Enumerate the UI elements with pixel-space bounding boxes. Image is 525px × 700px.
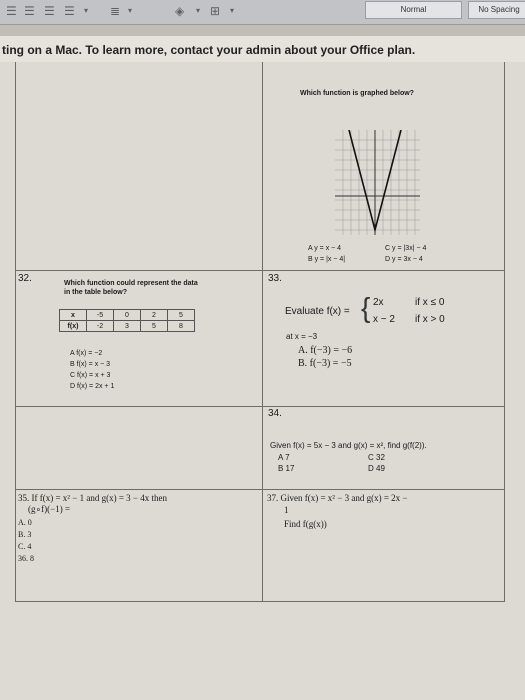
table-border (15, 489, 505, 490)
q31-choice-a[interactable]: A y = x − 4 (308, 245, 342, 252)
table-cell: 5 (168, 310, 195, 321)
q31-choice-c[interactable]: C y = |3x| − 4 (385, 245, 427, 252)
table-border (504, 62, 505, 602)
table-cell: 3 (114, 321, 141, 332)
q35-choice-a[interactable]: A. 0 (18, 518, 32, 527)
q33-evaluate-label: Evaluate f(x) = (285, 306, 350, 317)
table-cell: x (60, 310, 87, 321)
line-spacing-icon[interactable]: ≣ (110, 4, 121, 18)
table-border (15, 406, 505, 407)
q33-piece1-cond: if x ≤ 0 (415, 297, 445, 308)
chevron-down-icon[interactable]: ▾ (84, 6, 89, 15)
q31-choice-d[interactable]: D y = 3x − 4 (385, 256, 423, 263)
table-cell: f(x) (60, 321, 87, 332)
chevron-down-icon[interactable]: ▾ (196, 6, 201, 15)
table-border (15, 601, 505, 602)
style-no-spacing[interactable]: No Spacing (468, 1, 525, 19)
q37-find: Find f(g(x)) (284, 519, 327, 529)
outdent-icon[interactable]: ☰ (44, 4, 55, 18)
table-cell: 8 (168, 321, 195, 332)
q32-choice-b[interactable]: B f(x) = x − 3 (70, 361, 111, 368)
q33-choice-b[interactable]: B. f(−3) = −5 (298, 358, 352, 369)
banner-message: ting on a Mac. To learn more, contact your admin about your Office plan. (2, 43, 416, 57)
table-cell: 2 (141, 310, 168, 321)
bullet-list-icon[interactable]: ☰ (6, 4, 17, 18)
q32-choice-d[interactable]: D f(x) = 2x + 1 (70, 383, 115, 390)
q34-choice-d[interactable]: D 49 (368, 464, 385, 473)
q35-prompt: (g∘f)(−1) = (28, 504, 71, 514)
q31-choice-b[interactable]: B y = |x − 4| (308, 256, 346, 263)
numbered-list-icon[interactable]: ☰ (24, 4, 35, 18)
ribbon-toolbar (0, 0, 525, 25)
borders-icon[interactable]: ⊞ (210, 4, 221, 18)
shading-icon[interactable]: ◈ (175, 4, 185, 18)
q32-prompt: Which function could represent the data (64, 280, 198, 287)
q34-choice-c[interactable]: C 32 (368, 453, 385, 462)
q33-piece2-expr: x − 2 (373, 314, 395, 325)
q33-at-text: at x = −3 (286, 332, 318, 341)
q32-choice-c[interactable]: C f(x) = x + 3 (70, 372, 111, 379)
brace-icon: { (361, 292, 371, 323)
table-row (60, 321, 195, 332)
q35-choice-d[interactable]: 36. 8 (18, 554, 34, 563)
table-cell: 5 (141, 321, 168, 332)
style-normal[interactable]: Normal (365, 1, 462, 19)
q34-choice-a[interactable]: A 7 (278, 453, 290, 462)
info-banner (0, 36, 525, 62)
q33-piece1-expr: 2x (373, 297, 384, 308)
q33-choice-a[interactable]: A. f(−3) = −6 (298, 345, 353, 356)
q32-number: 32. (18, 273, 32, 284)
chevron-down-icon[interactable]: ▾ (230, 6, 235, 15)
table-cell: -2 (87, 321, 114, 332)
q31-graph (335, 130, 420, 235)
q34-choice-b[interactable]: B 17 (278, 464, 295, 473)
indent-icon[interactable]: ☰ (64, 4, 75, 18)
q34-number: 34. (268, 408, 282, 419)
table-border (15, 62, 16, 602)
q33-piece2-cond: if x > 0 (415, 314, 445, 325)
q35-choice-c[interactable]: C. 4 (18, 542, 32, 551)
worksheet-page (0, 62, 525, 700)
q35-prompt: 35. If f(x) = x² − 1 and g(x) = 3 − 4x then (18, 493, 167, 503)
q32-choice-a[interactable]: A f(x) = −2 (70, 350, 103, 357)
q37-prompt: 37. Given f(x) = x² − 3 and g(x) = 2x − (267, 493, 408, 503)
q32-prompt: in the table below? (64, 289, 128, 296)
q32-data-table (59, 309, 195, 332)
table-border (262, 62, 263, 602)
chevron-down-icon[interactable]: ▾ (128, 6, 133, 15)
table-cell: -5 (87, 310, 114, 321)
table-cell: 0 (114, 310, 141, 321)
table-border (15, 270, 505, 271)
q33-number: 33. (268, 273, 282, 284)
q31-prompt: Which function is graphed below? (300, 90, 414, 97)
q37-prompt: 1 (284, 505, 289, 515)
q34-prompt: Given f(x) = 5x − 3 and g(x) = x², find g(f(2)). (270, 441, 427, 450)
q35-choice-b[interactable]: B. 3 (18, 530, 32, 539)
table-row (60, 310, 195, 321)
